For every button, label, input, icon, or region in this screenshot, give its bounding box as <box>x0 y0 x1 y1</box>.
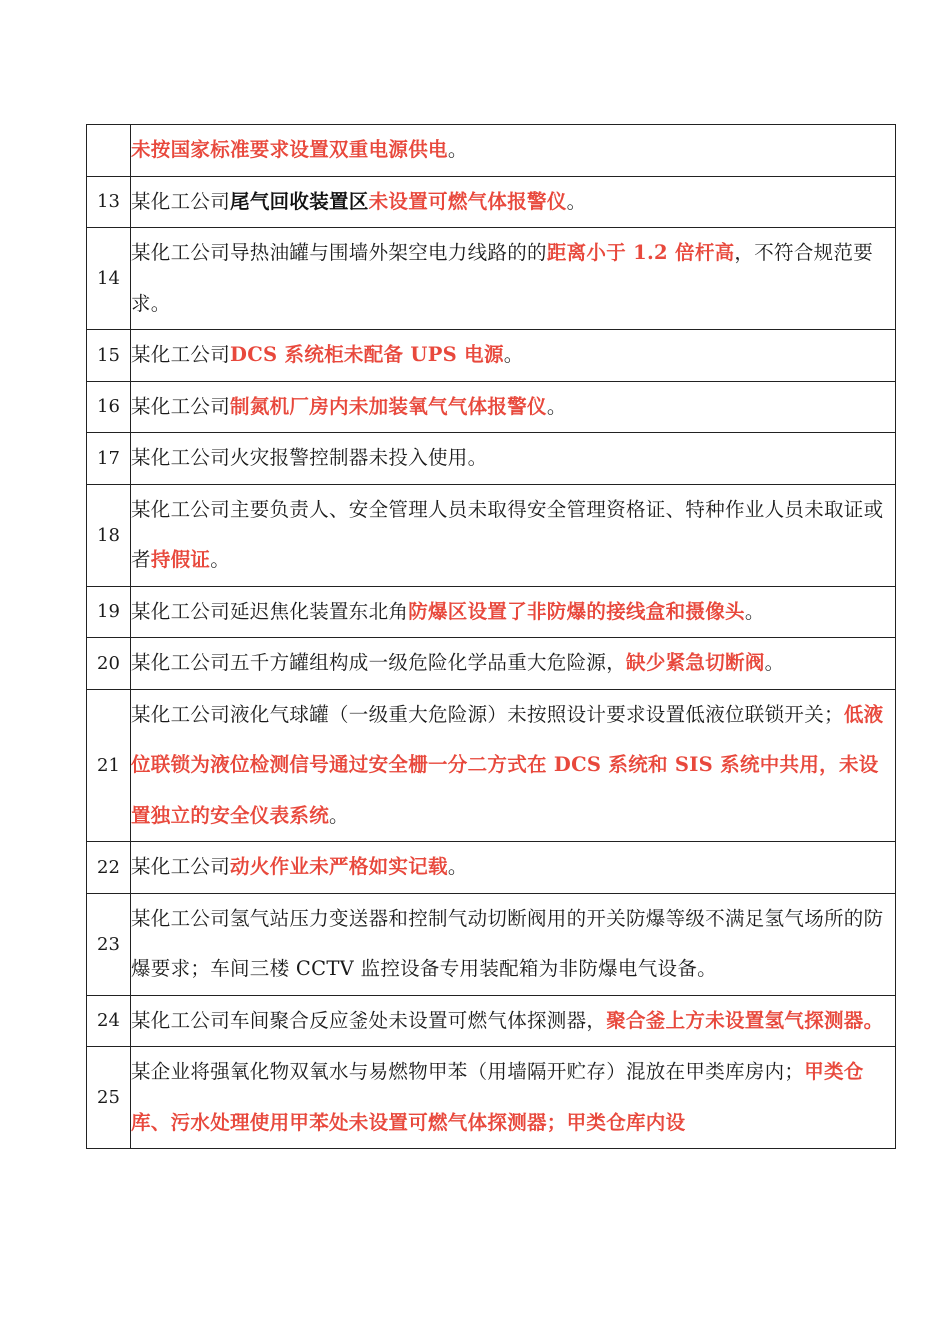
highlighted-text: 防爆区设置了非防爆的接线盒和摄像头 <box>408 599 745 623</box>
highlighted-text: 制氮机厂房内未加装氧气气体报警仪 <box>230 394 547 418</box>
plain-text: 。 <box>329 803 349 827</box>
row-description <box>131 842 896 894</box>
plain-text: 某化工公司氢气站压力变送器和控制气动切断阀用的开关防爆等级不满足氢气场所的防爆要求；车间三楼 CCTV 监控设备专用装配箱为非防爆电气设备。 <box>131 906 884 980</box>
row-description <box>131 1047 896 1149</box>
table-row <box>87 995 896 1047</box>
row-number: 24 <box>87 995 131 1047</box>
table-row <box>87 125 896 177</box>
row-number: 14 <box>87 228 131 330</box>
table-row <box>87 484 896 586</box>
plain-text: ，不符合规范要求。 <box>131 241 874 315</box>
highlighted-text: 动火作业未严格如实记载 <box>230 855 448 878</box>
row-number: 22 <box>87 842 131 894</box>
plain-text: 某化工公司 <box>131 855 231 878</box>
row-description <box>131 689 896 842</box>
highlighted-text: 缺少紧急切断阀 <box>626 651 765 674</box>
row-description <box>131 433 896 485</box>
row-number: 21 <box>87 689 131 842</box>
table-row <box>87 842 896 894</box>
row-number: 23 <box>87 893 131 995</box>
plain-text: 。 <box>546 394 567 418</box>
table-row <box>87 228 896 330</box>
table-row <box>87 1047 896 1149</box>
row-number: 17 <box>87 433 131 485</box>
plain-text: 。 <box>764 651 785 674</box>
plain-text: 。 <box>210 548 231 571</box>
row-description <box>131 228 896 330</box>
highlighted-text: 聚合釜上方未设置氢气探测器。 <box>606 1008 884 1032</box>
row-description <box>131 638 896 690</box>
row-number: 25 <box>87 1047 131 1149</box>
plain-text: 某化工公司车间聚合反应釜处未设置可燃气体探测器， <box>131 1008 607 1032</box>
plain-text: 某化工公司 <box>131 343 231 366</box>
table-row <box>87 433 896 485</box>
table-row <box>87 176 896 228</box>
plain-text: 。 <box>503 343 524 366</box>
highlighted-text: 未按国家标准要求设置双重电源供电 <box>131 138 448 161</box>
row-description <box>131 330 896 382</box>
plain-text: 某化工公司 <box>131 394 231 418</box>
bold-text: 尾气回收装置区 <box>230 189 369 213</box>
plain-text: 某化工公司液化气球罐（一级重大危险源）未按照设计要求设置低液位联锁开关； <box>131 702 844 726</box>
table-row <box>87 330 896 382</box>
row-description <box>131 125 896 177</box>
row-description <box>131 484 896 586</box>
row-number: 20 <box>87 638 131 690</box>
highlighted-text: 持假证 <box>150 548 211 571</box>
highlighted-text: 距离小于 1.2 倍杆高 <box>546 241 735 264</box>
plain-text: 某企业将强氧化物双氧水与易燃物甲苯（用墙隔开贮存）混放在甲类库房内； <box>131 1060 805 1083</box>
plain-text: 。 <box>447 138 468 161</box>
table-row <box>87 893 896 995</box>
hazard-table <box>86 124 896 1149</box>
row-description <box>131 381 896 433</box>
row-description <box>131 995 896 1047</box>
table-row <box>87 586 896 638</box>
row-number: 18 <box>87 484 131 586</box>
highlighted-text: DCS 系统柜未配备 UPS 电源 <box>230 343 504 366</box>
highlighted-text: 未设置可燃气体报警仪 <box>368 189 567 213</box>
plain-text: 某化工公司五千方罐组构成一级危险化学品重大危险源， <box>131 651 627 674</box>
plain-text: 某化工公司 <box>131 189 231 213</box>
row-number: 13 <box>87 176 131 228</box>
plain-text: 某化工公司延迟焦化装置东北角 <box>131 599 409 623</box>
row-description <box>131 176 896 228</box>
plain-text: 某化工公司主要负责人、安全管理人员未取得安全管理资格证、特种作业人员未取证或者 <box>131 497 884 571</box>
row-description <box>131 893 896 995</box>
row-number: 19 <box>87 586 131 638</box>
highlighted-text: 甲类仓库、污水处理使用甲苯处未设置可燃气体探测器；甲类仓库内设 <box>131 1060 864 1134</box>
row-number: 16 <box>87 381 131 433</box>
plain-text: 某化工公司导热油罐与围墙外架空电力线路的的 <box>131 241 547 264</box>
plain-text: 。 <box>566 189 587 213</box>
row-description <box>131 586 896 638</box>
table-row <box>87 689 896 842</box>
row-number: 15 <box>87 330 131 382</box>
table-row <box>87 638 896 690</box>
highlighted-text: 低液位联锁为液位检测信号通过安全栅一分二方式在 DCS 系统和 SIS 系统中共用，未设置独立的安全仪表系统 <box>131 702 884 827</box>
table-row <box>87 381 896 433</box>
hazard-table-body <box>87 125 896 1149</box>
row-number <box>87 125 131 177</box>
plain-text: 。 <box>744 599 765 623</box>
plain-text: 某化工公司火灾报警控制器未投入使用。 <box>131 446 488 469</box>
plain-text: 。 <box>447 855 468 878</box>
